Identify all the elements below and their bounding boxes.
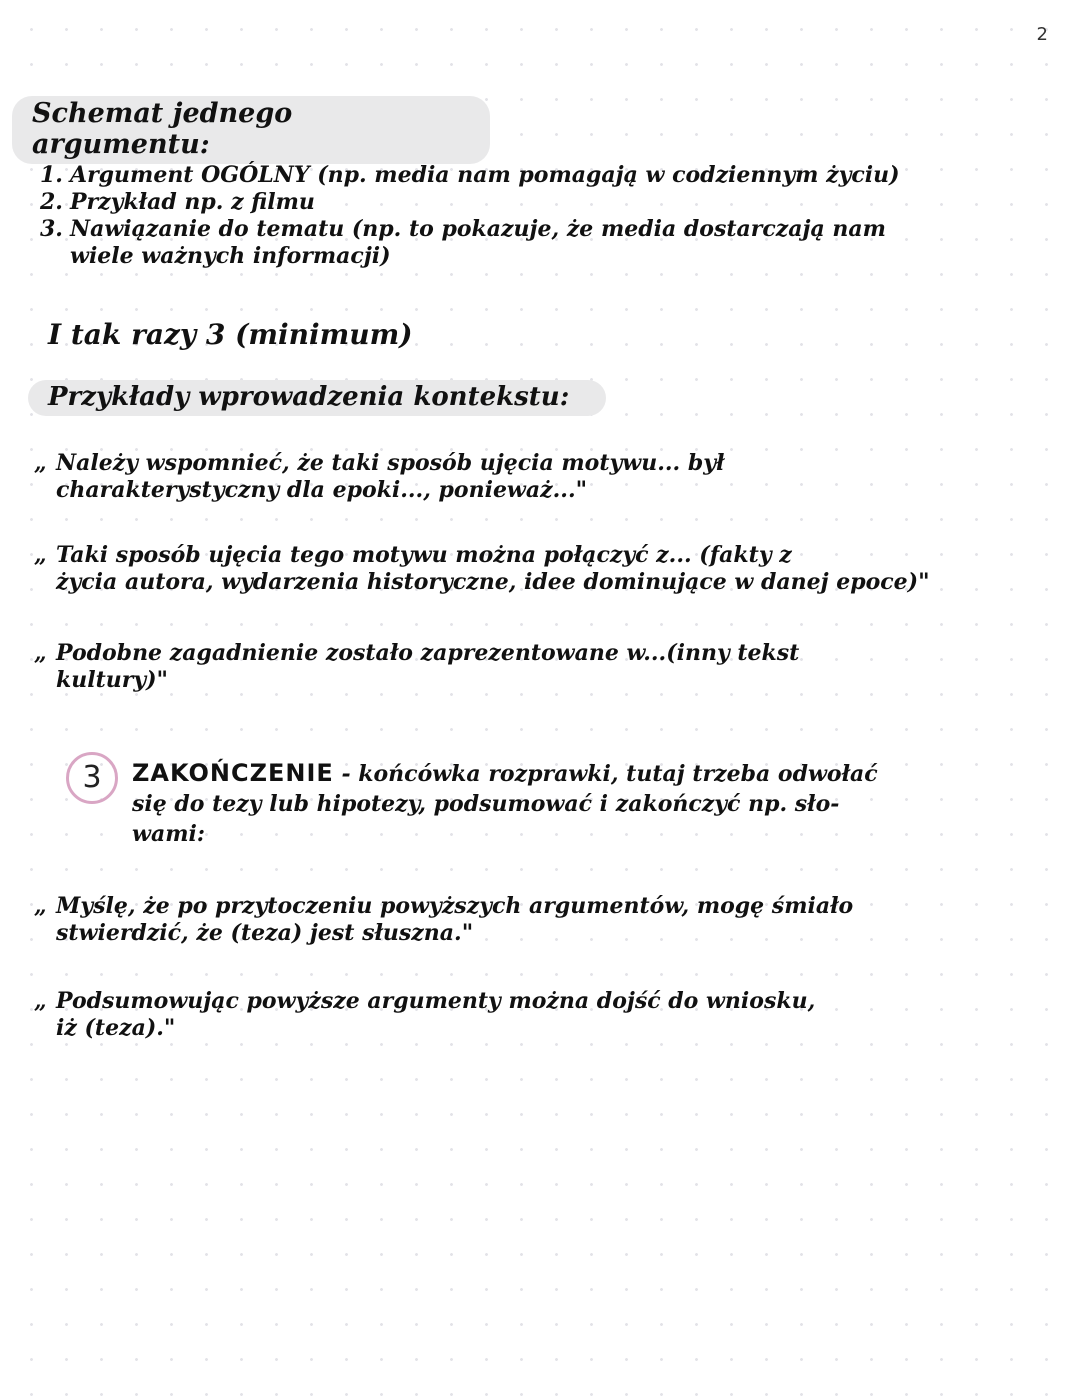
quote-mark: „ <box>34 893 47 919</box>
ending-quote <box>34 893 1064 947</box>
list-item-continuation: wiele ważnych informacji) <box>70 243 391 269</box>
page-number: 2 <box>1036 24 1048 45</box>
argument-steps-list <box>40 162 1060 270</box>
quote-mark: „ <box>34 988 47 1014</box>
list-item-text: Nawiązanie do tematu (np. to pokazuje, że media dostarczają nam <box>70 216 886 242</box>
list-item <box>40 189 1060 216</box>
context-quote <box>34 450 1064 504</box>
context-quote <box>34 640 1064 694</box>
quote-mark: „ <box>34 542 47 568</box>
heading-argument-scheme: Schemat jednego argumentu: <box>12 96 490 164</box>
section-conclusion <box>66 758 1056 849</box>
context-quote <box>34 542 1064 596</box>
list-item <box>40 162 1060 189</box>
quote-line: Podsumowując powyższe argumenty można dojść do wniosku, <box>56 988 816 1014</box>
quote-line: kultury)" <box>56 667 168 693</box>
quote-line: życia autora, wydarzenia historyczne, idee dominujące w danej epoce)" <box>56 569 930 595</box>
list-item <box>40 216 1060 243</box>
list-item-number: 1. <box>40 162 63 188</box>
section-line: - końcówka rozprawki, tutaj trzeba odwołać <box>333 761 878 787</box>
repeat-note: I tak razy 3 (minimum) <box>48 318 413 351</box>
section-description <box>132 758 878 849</box>
quote-line: Taki sposób ujęcia tego motywu można połączyć z... (fakty z <box>56 542 792 568</box>
list-item-text: Przykład np. z filmu <box>70 189 315 215</box>
quote-line: iż (teza)." <box>56 1015 176 1041</box>
section-line: się do tezy lub hipotezy, podsumować i zakończyć np. sło- <box>132 791 840 817</box>
quote-mark: „ <box>34 450 47 476</box>
quote-line: Myślę, że po przytoczeniu powyższych argumentów, mogę śmiało <box>56 893 854 919</box>
quote-line: charakterystyczny dla epoki..., ponieważ..." <box>56 477 588 503</box>
quote-line: Podobne zagadnienie zostało zaprezentowane w...(inny tekst <box>56 640 800 666</box>
section-line: wami: <box>132 821 205 847</box>
ending-quote <box>34 988 1064 1042</box>
list-item-text: Argument OGÓLNY (np. media nam pomagają w codziennym życiu) <box>70 162 900 188</box>
quote-line: stwierdzić, że (teza) jest słuszna." <box>56 920 474 946</box>
quote-line: Należy wspomnieć, że taki sposób ujęcia motywu... był <box>56 450 725 476</box>
section-title: ZAKOŃCZENIE <box>132 759 334 787</box>
list-item-number: 2. <box>40 189 63 215</box>
list-item-number: 3. <box>40 216 63 242</box>
quote-mark: „ <box>34 640 47 666</box>
section-number-badge: 3 <box>66 752 118 804</box>
heading-context-examples: Przykłady wprowadzenia kontekstu: <box>28 380 606 416</box>
